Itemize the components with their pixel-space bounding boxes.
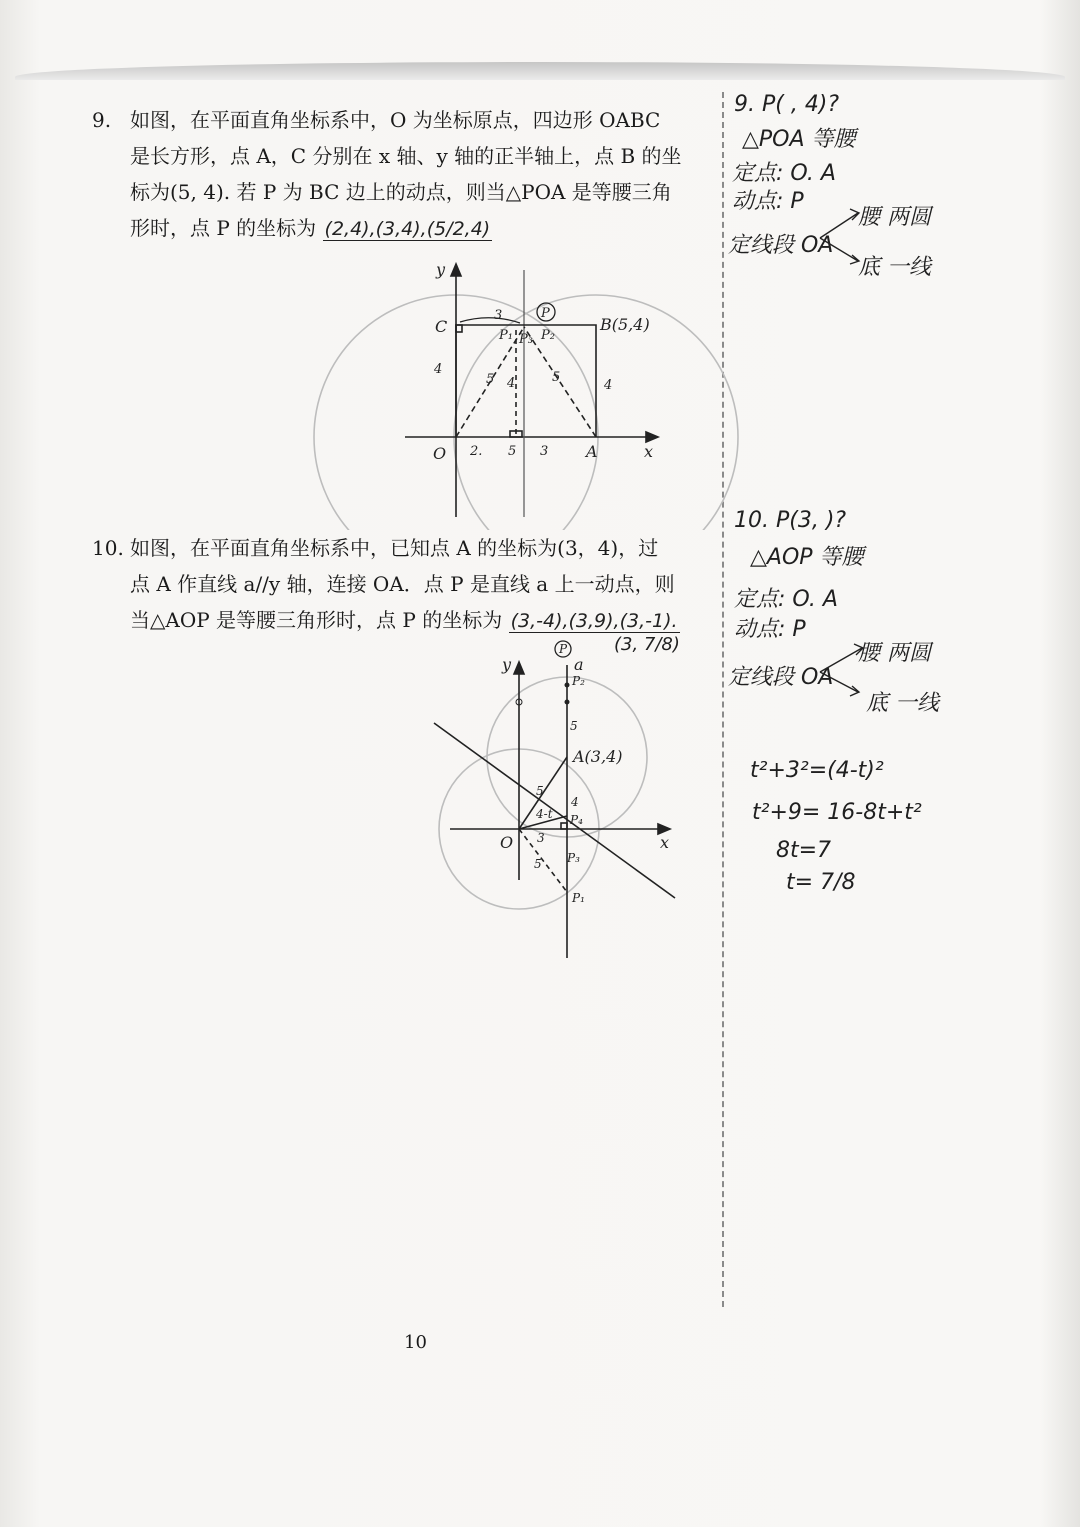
label-C: C: [435, 317, 448, 336]
label-right-side: 4: [604, 378, 613, 393]
problem-9-line: [130, 210, 682, 247]
problem-9-answer: (2,4),(3,4),(5/2,4): [324, 218, 491, 240]
label-P3: P₃: [567, 851, 580, 865]
point-P2: [565, 683, 570, 688]
label-B: B(5,4): [600, 315, 650, 334]
label-top-seg: 3: [494, 308, 503, 323]
arc-mark: [460, 318, 520, 323]
label-P2: P₂: [572, 674, 585, 688]
label-bottom-2: 2.: [470, 444, 483, 459]
label-y: y: [502, 655, 512, 674]
label-P: P: [541, 306, 550, 321]
label-x: x: [660, 833, 670, 852]
note10-equation-1: t²+3²=(4-t)²: [750, 758, 884, 783]
right-angle-foot: [561, 823, 567, 829]
label-seg-5a: 5: [570, 719, 578, 733]
label-seg-4: 4: [571, 795, 579, 809]
problem-10-answer: (3,-4),(3,9),(3,-1).: [510, 610, 678, 632]
label-seg-5c: 5: [534, 857, 542, 871]
label-a: a: [574, 655, 584, 674]
label-bottom-5: 5: [508, 444, 517, 459]
note10-base-case: 底 一线: [866, 691, 939, 716]
problem-10-text: [130, 530, 680, 639]
note10-equation-3: 8t=7: [776, 838, 832, 863]
label-seg-3: 3: [537, 831, 545, 845]
note10-equation-2: t²+9= 16-8t+t²: [752, 800, 922, 825]
note10-leg-case: 腰 两圆: [858, 641, 931, 666]
note9-moving-point: 动点: P: [732, 189, 804, 214]
page-number: 10: [404, 1332, 427, 1353]
note10-title: 10. P(3, )?: [734, 508, 847, 533]
label-left-side: 4: [434, 362, 443, 377]
problem-9-line: 是长方形，点 A，C 分别在 x 轴、y 轴的正半轴上，点 B 的坐: [130, 144, 682, 168]
label-A: A: [586, 442, 598, 461]
problem-9-last-line: 形时，点 P 的坐标为: [130, 216, 317, 240]
problem-10-line: [130, 602, 680, 639]
note10-fixed-segment: 定线段 OA: [728, 665, 834, 690]
note10-branch-arrows: [818, 640, 868, 700]
note9-branch-arrows: [818, 205, 864, 267]
label-O: O: [500, 833, 514, 852]
note9-title: 9. P( , 4)?: [734, 92, 840, 117]
problem-9-line: 标为(5, 4). 若 P 为 BC 边上的动点，则当△POA 是等腰三角: [130, 180, 672, 204]
label-P1: P₁: [572, 891, 585, 905]
problem-9-text: [130, 102, 682, 247]
label-seg-5b: 5: [536, 784, 544, 798]
label-slant-left: 5: [486, 372, 495, 387]
label-x: x: [644, 442, 654, 461]
label-P4: P₄: [570, 813, 583, 827]
problem-10-number: 10.: [92, 536, 124, 560]
label-P2: P₂: [541, 328, 555, 343]
note9-fixed-points: 定点: O. A: [732, 161, 836, 186]
problem-9-number: 9.: [92, 108, 112, 132]
label-slant-right: 5: [552, 370, 561, 385]
problem-9: [92, 102, 712, 252]
label-bottom-3: 3: [540, 444, 549, 459]
label-P3: P₃: [519, 332, 533, 347]
note9-triangle: △POA 等腰: [742, 127, 856, 152]
note9-leg-case: 腰 两圆: [858, 205, 931, 230]
problem-10-answer-extra: (3, 7/8): [614, 634, 680, 655]
label-P: P: [559, 642, 568, 656]
point-P2b: [565, 700, 570, 705]
y-axis-arrow: [514, 662, 524, 674]
label-y: y: [436, 260, 446, 279]
problem-10-line: 如图，在平面直角坐标系中，已知点 A 的坐标为(3，4)，过: [130, 536, 659, 560]
note9-fixed-segment: 定线段 OA: [728, 233, 834, 258]
problem-9-figure: [300, 255, 740, 530]
label-P1: P₁: [499, 328, 513, 343]
x-axis-arrow: [646, 432, 658, 442]
label-O: O: [433, 444, 447, 463]
note9-base-case: 底 一线: [858, 255, 931, 280]
y-axis-arrow: [451, 264, 461, 276]
label-mid-height: 4: [507, 376, 516, 391]
note10-fixed-points: 定点: O. A: [734, 587, 838, 612]
note10-triangle: △AOP 等腰: [750, 545, 864, 570]
problem-10-figure: [420, 640, 700, 960]
note10-moving-point: 动点: P: [734, 617, 806, 642]
label-A: A(3,4): [573, 747, 623, 766]
note10-equation-4: t= 7/8: [786, 870, 856, 895]
right-angle-C: [456, 325, 462, 332]
label-seg-4t: 4-t: [536, 807, 553, 821]
problem-10-line: 点 A 作直线 a//y 轴，连接 OA．点 P 是直线 a 上一动点，则: [130, 572, 675, 596]
perp-bisector: [434, 723, 675, 898]
problem-9-line: 如图，在平面直角坐标系中，O 为坐标原点，四边形 OABC: [130, 108, 661, 132]
problem-10-last-line: 当△AOP 是等腰三角形时，点 P 的坐标为: [130, 608, 503, 632]
